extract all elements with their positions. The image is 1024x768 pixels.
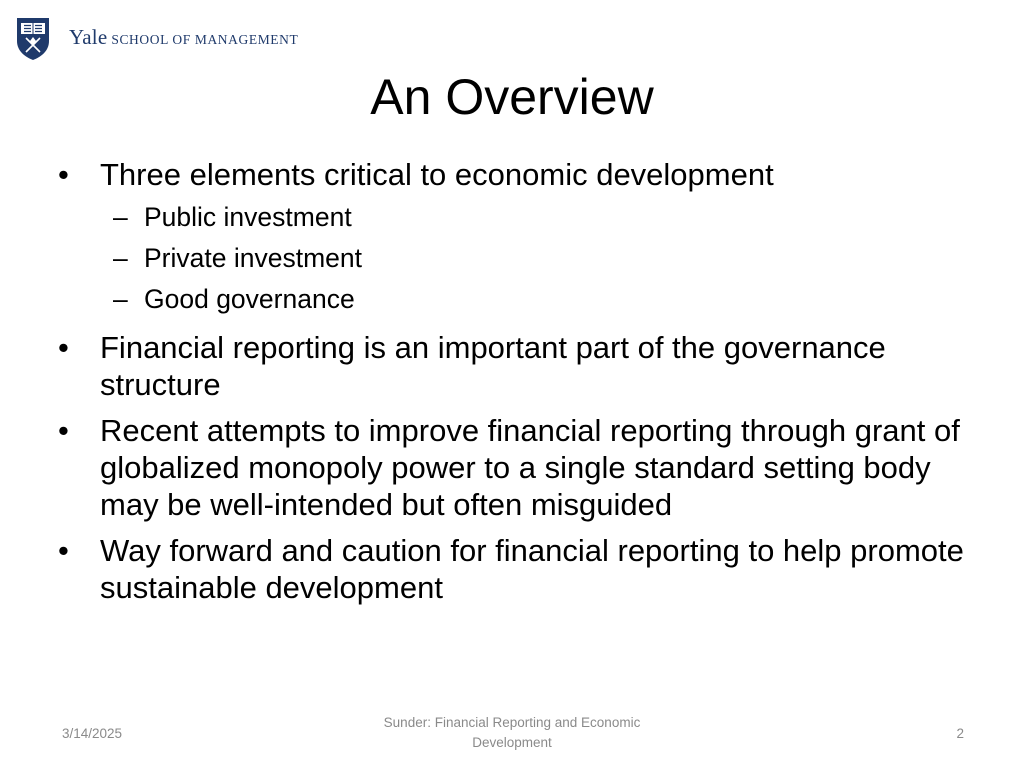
- sub-bullet-list: [100, 197, 988, 320]
- bullet-item: [58, 329, 988, 403]
- bullet-item: [58, 532, 988, 606]
- slide-title: An Overview: [370, 69, 654, 125]
- yale-som-logo: [16, 17, 298, 61]
- sub-bullet-text: Good governance: [144, 284, 355, 314]
- dash-marker: –: [113, 284, 128, 314]
- logo-wordmark: [69, 24, 299, 49]
- bullet-marker: •: [58, 413, 69, 448]
- bullet-marker: •: [58, 157, 69, 192]
- footer-title: Sunder: Financial Reporting and Economic Development: [383, 715, 641, 750]
- sub-bullet-item: [100, 238, 988, 279]
- dash-marker: –: [113, 202, 128, 232]
- sub-bullet-text: Public investment: [144, 202, 352, 232]
- bullet-marker: •: [58, 330, 69, 365]
- sub-bullet-text: Private investment: [144, 243, 362, 273]
- bullet-item: [58, 156, 988, 320]
- dash-marker: –: [113, 243, 128, 273]
- sub-bullet-item: [100, 279, 988, 320]
- bullet-text: Way forward and caution for financial reporting to help promote sustainable development: [100, 533, 964, 605]
- bullet-item: [58, 412, 988, 523]
- sub-bullet-item: [100, 197, 988, 238]
- footer-date: 3/14/2025: [62, 726, 123, 741]
- bullet-list: [58, 156, 988, 606]
- bullet-text: Financial reporting is an important part of the governance structure: [100, 330, 886, 402]
- logo-school-of-management: SCHOOL OF MANAGEMENT: [111, 31, 299, 47]
- yale-shield-icon: [16, 17, 50, 61]
- bullet-marker: •: [58, 533, 69, 568]
- logo-yale: Yale: [69, 24, 108, 49]
- page-number: 2: [956, 726, 964, 741]
- bullet-text: Recent attempts to improve financial reporting through grant of globalized monopoly power to a single standard setting body may be well-intended but often misguided: [100, 413, 960, 522]
- bullet-text: Three elements critical to economic development: [100, 157, 774, 192]
